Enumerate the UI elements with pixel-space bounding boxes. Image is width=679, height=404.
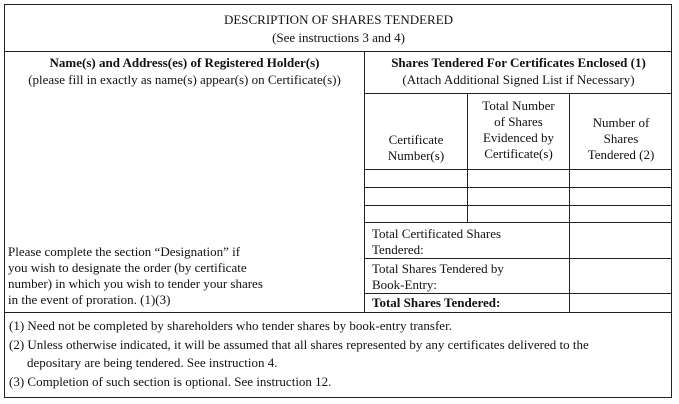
form-title: DESCRIPTION OF SHARES TENDERED — [223, 12, 454, 27]
shares-tendered-note: (Attach Additional Signed List if Necessary) — [402, 72, 635, 87]
row-line-5 — [364, 258, 672, 259]
main-column-divider — [364, 51, 365, 312]
total-book-entry-label: Total Shares Tendered by Book-Entry: — [372, 261, 504, 292]
shares-tendered-col-header: Number of Shares Tendered (2) — [587, 115, 655, 162]
cert-number-header: Certificate Number(s) — [387, 132, 445, 163]
row-line-1 — [364, 169, 672, 170]
row-line-4 — [364, 222, 672, 223]
designation-note: Please complete the section “Designation” if you wish to designate the order (by certificate number) in which you wish to tender your shares in the event of proration. (1)(3) — [8, 244, 263, 307]
total-certificated-label: Total Certificated Shares Tendered: — [372, 226, 502, 257]
total-shares-header: Total Number of Shares Evidenced by Certificate(s) — [482, 98, 555, 161]
total-shares-label: Total Shares Tendered: — [372, 295, 501, 310]
shares-tendered-header: Shares Tendered For Certificates Enclosed (1) — [391, 55, 646, 70]
row-line-3 — [364, 205, 672, 206]
row-line-2 — [364, 187, 672, 188]
holder-name-header: Name(s) and Address(es) of Registered Holder(s) — [49, 55, 320, 70]
title-divider — [4, 51, 672, 52]
holder-name-note: (please fill in exactly as name(s) appear(s) on Certificate(s)) — [28, 72, 341, 87]
row-line-6 — [364, 293, 672, 294]
footnote-3: (3) Completion of such section is optional. See instruction 12. — [9, 374, 332, 389]
footnote-1: (1) Need not be completed by shareholders who tender shares by book-entry transfer. — [9, 318, 452, 333]
footnote-2: (2) Unless otherwise indicated, it will be assumed that all shares represented by any certificates delivered to the — [9, 337, 589, 352]
footnote-divider — [4, 312, 672, 313]
header-divider — [364, 93, 672, 94]
form-subtitle: (See instructions 3 and 4) — [272, 30, 405, 45]
footnote-2-continued: depositary are being tendered. See instruction 4. — [27, 355, 278, 370]
